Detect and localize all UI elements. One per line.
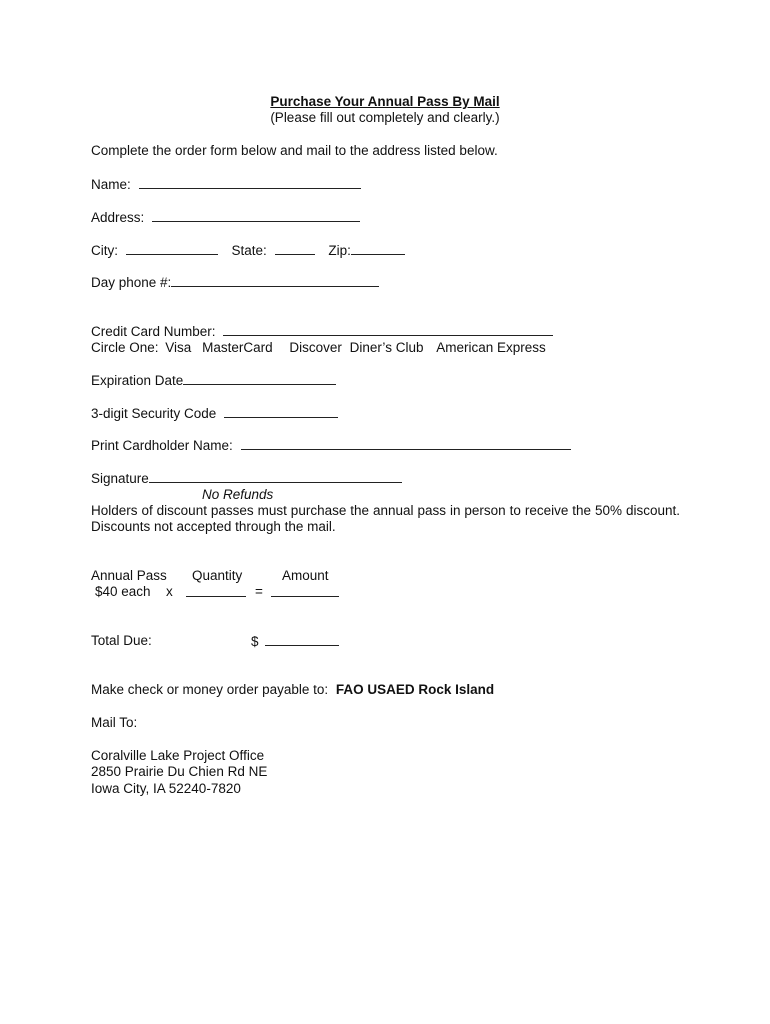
card-type-row bbox=[91, 340, 546, 356]
expiration-field[interactable] bbox=[183, 372, 336, 385]
expiration-label: Expiration Date bbox=[91, 373, 184, 388]
quantity-header: Quantity bbox=[192, 568, 243, 583]
intro-text: Complete the order form below and mail to the address listed below. bbox=[91, 143, 498, 158]
security-code-row bbox=[91, 405, 338, 422]
times-sign: x bbox=[166, 584, 173, 599]
price-label: $40 each bbox=[95, 584, 151, 599]
card-type-visa[interactable]: Visa bbox=[165, 340, 192, 355]
quantity-field[interactable] bbox=[186, 584, 246, 597]
signature-field[interactable] bbox=[149, 470, 402, 483]
equals-sign: = bbox=[255, 584, 263, 599]
mail-office: Coralville Lake Project Office bbox=[91, 748, 265, 763]
cardholder-label: Print Cardholder Name: bbox=[91, 438, 233, 453]
name-field[interactable] bbox=[139, 176, 361, 189]
total-due-field[interactable] bbox=[265, 633, 339, 646]
address-label: Address: bbox=[91, 210, 145, 225]
expiration-row bbox=[91, 372, 336, 389]
quantity-row bbox=[186, 584, 246, 601]
form-subtitle: (Please fill out completely and clearly.) bbox=[270, 110, 500, 125]
mail-city: Iowa City, IA 52240-7820 bbox=[91, 781, 241, 796]
mail-to-label: Mail To: bbox=[91, 715, 138, 730]
name-label: Name: bbox=[91, 177, 131, 192]
circle-one-label: Circle One: bbox=[91, 340, 159, 355]
cardholder-field[interactable] bbox=[241, 437, 571, 450]
amount-header: Amount bbox=[282, 568, 329, 583]
signature-label: Signature bbox=[91, 471, 149, 486]
signature-row bbox=[91, 470, 402, 487]
mail-street: 2850 Prairie Du Chien Rd NE bbox=[91, 764, 268, 779]
total-due-label: Total Due: bbox=[91, 633, 152, 648]
zip-label: Zip: bbox=[328, 243, 351, 258]
card-type-american-express[interactable]: American Express bbox=[436, 340, 546, 355]
payee-name: FAO USAED Rock Island bbox=[335, 682, 495, 697]
city-state-zip-row bbox=[91, 242, 405, 259]
total-due-row bbox=[251, 633, 339, 650]
amount-row bbox=[271, 584, 339, 601]
security-code-label: 3-digit Security Code bbox=[91, 406, 217, 421]
annual-pass-header: Annual Pass bbox=[91, 568, 167, 583]
zip-field[interactable] bbox=[351, 242, 405, 255]
card-number-label: Credit Card Number: bbox=[91, 324, 216, 339]
city-field[interactable] bbox=[126, 242, 218, 255]
card-type-diners-club[interactable]: Diner’s Club bbox=[349, 340, 424, 355]
name-row bbox=[91, 176, 361, 193]
card-type-mastercard[interactable]: MasterCard bbox=[202, 340, 273, 355]
day-phone-field[interactable] bbox=[171, 274, 379, 287]
state-field[interactable] bbox=[275, 242, 315, 255]
card-number-row bbox=[91, 323, 553, 340]
address-field[interactable] bbox=[152, 209, 360, 222]
discount-notice: Holders of discount passes must purchase the annual pass in person to receive the 50% discount. Discounts not accepted through the mail. bbox=[91, 503, 680, 534]
payable-row bbox=[91, 682, 494, 698]
day-phone-row bbox=[91, 274, 379, 291]
city-label: City: bbox=[91, 243, 118, 258]
card-number-field[interactable] bbox=[223, 323, 553, 336]
payable-label: Make check or money order payable to: bbox=[91, 682, 329, 697]
cardholder-row bbox=[91, 437, 571, 454]
no-refunds-note: No Refunds bbox=[202, 487, 274, 502]
amount-field[interactable] bbox=[271, 584, 339, 597]
security-code-field[interactable] bbox=[224, 405, 338, 418]
form-title: Purchase Your Annual Pass By Mail bbox=[270, 94, 500, 109]
dollar-sign: $ bbox=[251, 634, 259, 649]
card-type-discover[interactable]: Discover bbox=[289, 340, 342, 355]
state-label: State: bbox=[231, 243, 267, 258]
day-phone-label: Day phone #: bbox=[91, 275, 172, 290]
address-row bbox=[91, 209, 360, 226]
